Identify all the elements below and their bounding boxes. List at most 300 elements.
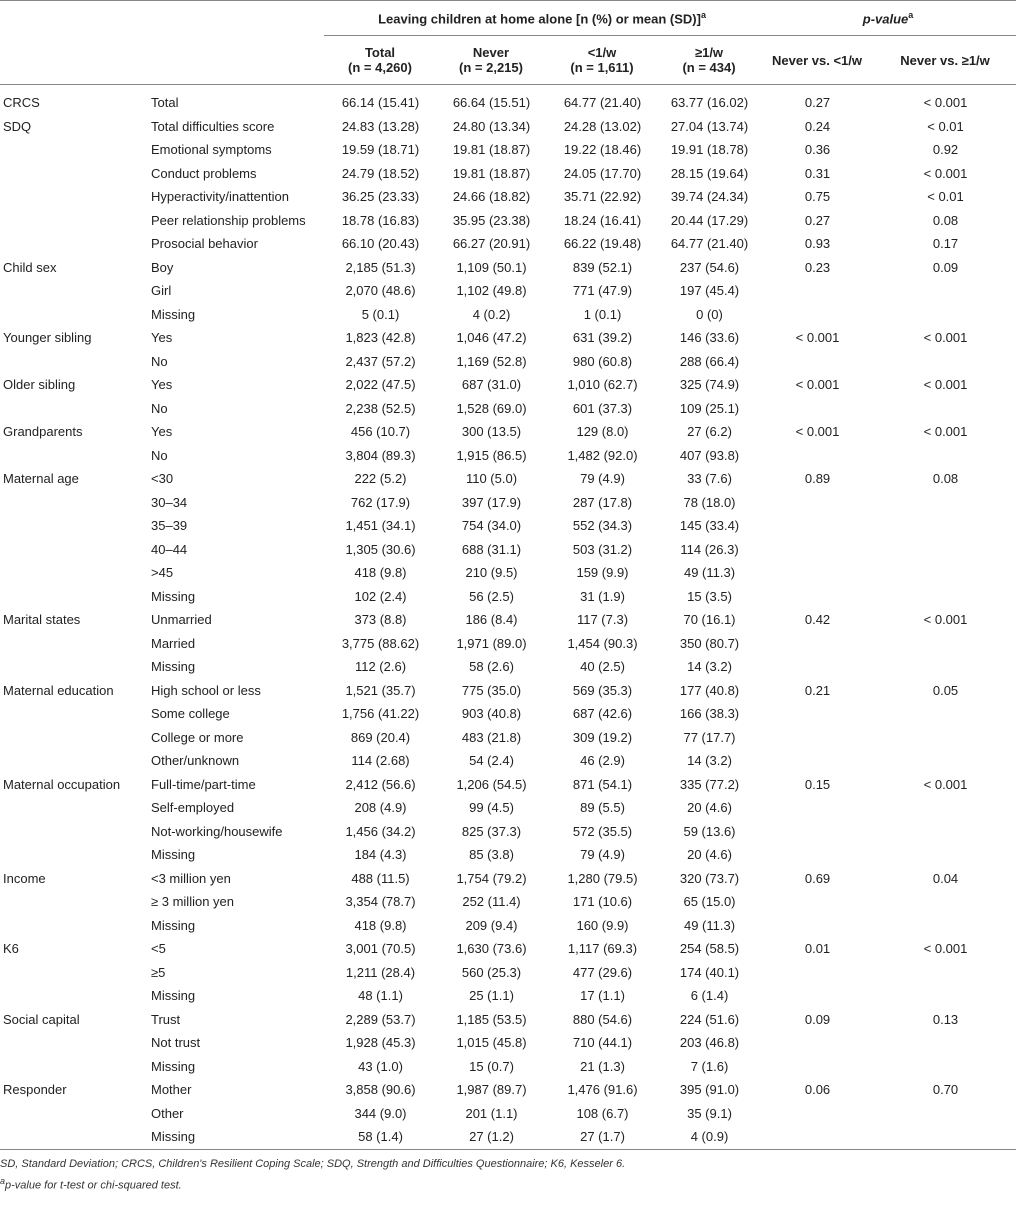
- row-variable: [0, 961, 148, 985]
- cell-never: 903 (40.8): [461, 706, 522, 722]
- row-variable: Maternal age: [3, 471, 79, 487]
- cell-total: 114 (2.68): [351, 753, 410, 769]
- cell-pvalue-ge1w: 0.09: [932, 259, 959, 275]
- cell-pvalue-lt1w: 0.24: [804, 118, 831, 134]
- cell-pvalue-ge1w: [874, 1055, 1016, 1079]
- cell-pvalue-ge1w: [874, 303, 1016, 327]
- cell-pvalue-ge1w: [874, 1031, 1016, 1055]
- column-header-total: Total (n = 4,260): [348, 45, 412, 75]
- cell-pvalue-lt1w: 0.23: [804, 259, 831, 275]
- cell-never: 775 (35.0): [461, 682, 522, 698]
- cell-ge1w: 14 (3.2): [687, 659, 732, 675]
- cell-ge1w: 59 (13.6): [683, 823, 736, 839]
- table-row: [0, 162, 1016, 186]
- cell-never: 209 (9.4): [465, 917, 518, 933]
- cell-never: 1,206 (54.5): [456, 776, 527, 792]
- cell-lt1w: 477 (29.6): [572, 964, 633, 980]
- cell-total: 762 (17.9): [350, 494, 411, 510]
- cell-total: 3,354 (78.7): [345, 894, 416, 910]
- cell-lt1w: 18.24 (16.41): [563, 212, 642, 228]
- cell-lt1w: 160 (9.9): [576, 917, 629, 933]
- cell-pvalue-lt1w: < 0.001: [795, 377, 840, 393]
- row-variable: [0, 444, 148, 468]
- cell-ge1w: 0 (0): [696, 306, 723, 322]
- row-category: 30–34: [151, 494, 188, 510]
- cell-pvalue-ge1w: [874, 632, 1016, 656]
- cell-lt1w: 1,454 (90.3): [567, 635, 638, 651]
- cell-pvalue-ge1w: 0.17: [932, 236, 959, 252]
- row-category: Self-employed: [151, 800, 235, 816]
- cell-total: 418 (9.8): [354, 565, 407, 581]
- cell-pvalue-ge1w: [874, 585, 1016, 609]
- cell-total: 24.79 (18.52): [341, 165, 420, 181]
- row-variable: Maternal occupation: [3, 776, 121, 792]
- cell-total: 24.83 (13.28): [341, 118, 420, 134]
- row-category: Missing: [151, 1058, 196, 1074]
- cell-ge1w: 14 (3.2): [687, 753, 732, 769]
- cell-pvalue-ge1w: [874, 961, 1016, 985]
- cell-total: 2,412 (56.6): [345, 776, 416, 792]
- table-row: [0, 373, 1016, 397]
- cell-pvalue-lt1w: [760, 561, 874, 585]
- table-row: [0, 85, 1016, 115]
- cell-pvalue-ge1w: 0.08: [932, 212, 959, 228]
- row-category: Unmarried: [151, 612, 212, 628]
- cell-pvalue-lt1w: 0.27: [804, 212, 831, 228]
- cell-never: 1,915 (86.5): [456, 447, 527, 463]
- cell-pvalue-lt1w: [760, 1125, 874, 1149]
- cell-never: 54 (2.4): [469, 753, 514, 769]
- cell-lt1w: 171 (10.6): [572, 894, 633, 910]
- cell-pvalue-ge1w: [874, 796, 1016, 820]
- cell-lt1w: 1,476 (91.6): [567, 1082, 638, 1098]
- footnote-abbreviations: SD, Standard Deviation; CRCS, Children's Resilient Coping Scale; SDQ, Strength and Difficulties Questionnaire; K6, Kesseler 6.: [0, 1157, 626, 1170]
- row-category: Missing: [151, 306, 196, 322]
- cell-never: 560 (25.3): [461, 964, 522, 980]
- cell-ge1w: 20 (4.6): [687, 800, 732, 816]
- row-category: 35–39: [151, 518, 188, 534]
- cell-pvalue-lt1w: [760, 984, 874, 1008]
- cell-pvalue-lt1w: 0.42: [804, 612, 831, 628]
- row-category: No: [151, 447, 168, 463]
- cell-total: 488 (11.5): [351, 870, 410, 886]
- cell-ge1w: 237 (54.6): [679, 259, 740, 275]
- row-variable: Grandparents: [3, 424, 83, 440]
- cell-total: 3,001 (70.5): [345, 941, 416, 957]
- cell-total: 3,804 (89.3): [345, 447, 416, 463]
- cell-never: 252 (11.4): [462, 894, 521, 910]
- table-row: [0, 303, 1016, 327]
- cell-never: 1,169 (52.8): [456, 353, 527, 369]
- cell-ge1w: 27 (6.2): [687, 424, 732, 440]
- row-category: Missing: [148, 1125, 324, 1149]
- table-row: [0, 561, 1016, 585]
- cell-ge1w: 28.15 (19.64): [670, 165, 749, 181]
- row-category: 40–44: [151, 541, 188, 557]
- row-category: ≥ 3 million yen: [151, 894, 235, 910]
- row-category: Not trust: [151, 1035, 201, 1051]
- cell-pvalue-lt1w: [760, 749, 874, 773]
- cell-never: 19.81 (18.87): [452, 165, 531, 181]
- row-variable: [0, 1055, 148, 1079]
- cell-lt1w: 17 (1.1): [580, 988, 625, 1004]
- cell-never: 99 (4.5): [469, 800, 514, 816]
- cell-pvalue-ge1w: 0.04: [932, 870, 959, 886]
- cell-never: 186 (8.4): [465, 612, 518, 628]
- cell-pvalue-lt1w: [760, 491, 874, 515]
- group-title-sup: a: [700, 9, 706, 20]
- row-category: No: [151, 353, 168, 369]
- cell-pvalue-ge1w: [874, 444, 1016, 468]
- cell-lt1w: 108 (6.7): [576, 1105, 629, 1121]
- table-row: [0, 937, 1016, 961]
- cell-never: 15 (0.7): [469, 1058, 514, 1074]
- row-variable: [0, 1102, 148, 1126]
- row-variable: [0, 279, 148, 303]
- cell-pvalue-lt1w: 0.06: [804, 1082, 831, 1098]
- cell-ge1w: 203 (46.8): [679, 1035, 740, 1051]
- cell-never: 1,185 (53.5): [456, 1011, 527, 1027]
- row-variable: Marital states: [3, 612, 81, 628]
- cell-never: 27 (1.2): [436, 1125, 546, 1149]
- cell-pvalue-lt1w: [760, 890, 874, 914]
- cell-total: 102 (2.4): [354, 588, 407, 604]
- cell-ge1w: 35 (9.1): [687, 1105, 732, 1121]
- cell-pvalue-lt1w: [760, 397, 874, 421]
- cell-pvalue-lt1w: 0.89: [804, 471, 831, 487]
- row-variable: [0, 514, 148, 538]
- row-category: <30: [151, 471, 174, 487]
- row-variable: [0, 538, 148, 562]
- cell-pvalue-lt1w: 0.93: [804, 236, 831, 252]
- cell-ge1w: 4 (0.9): [658, 1125, 760, 1149]
- row-variable: [0, 843, 148, 867]
- row-variable: Responder: [3, 1082, 67, 1098]
- cell-pvalue-ge1w: < 0.001: [923, 165, 968, 181]
- cell-pvalue-ge1w: [874, 1102, 1016, 1126]
- cell-never: 25 (1.1): [469, 988, 514, 1004]
- cell-pvalue-lt1w: 0.69: [804, 870, 831, 886]
- cell-pvalue-ge1w: [874, 1125, 1016, 1149]
- row-variable: [0, 1031, 148, 1055]
- cell-pvalue-ge1w: 0.05: [932, 682, 959, 698]
- table-row: [0, 655, 1016, 679]
- table-row: [0, 350, 1016, 374]
- cell-pvalue-ge1w: < 0.01: [927, 189, 964, 205]
- cell-never: 4 (0.2): [472, 306, 511, 322]
- cell-pvalue-lt1w: [760, 702, 874, 726]
- cell-ge1w: 325 (74.9): [679, 377, 740, 393]
- cell-pvalue-lt1w: 0.21: [804, 682, 831, 698]
- table-row: [0, 1055, 1016, 1079]
- cell-pvalue-lt1w: [760, 1031, 874, 1055]
- cell-ge1w: 49 (11.3): [683, 917, 736, 933]
- cell-total: 184 (4.3): [354, 847, 407, 863]
- table-row: [0, 279, 1016, 303]
- footnote-pvalue: $^a$p-value for t-test or chi-squared test.: [0, 1175, 182, 1192]
- cell-pvalue-ge1w: [874, 491, 1016, 515]
- cell-pvalue-ge1w: [874, 655, 1016, 679]
- cell-lt1w: 1,280 (79.5): [567, 870, 638, 886]
- cell-pvalue-ge1w: [874, 914, 1016, 938]
- cell-lt1w: 27 (1.7): [546, 1125, 658, 1149]
- row-variable: [0, 632, 148, 656]
- cell-ge1w: 7 (1.6): [690, 1058, 729, 1074]
- cell-never: 1,971 (89.0): [456, 635, 527, 651]
- cell-pvalue-ge1w: < 0.001: [923, 776, 968, 792]
- table-row: [0, 820, 1016, 844]
- cell-pvalue-lt1w: [760, 961, 874, 985]
- row-category: No: [151, 400, 168, 416]
- cell-ge1w: 395 (91.0): [679, 1082, 740, 1098]
- cell-never: 397 (17.9): [461, 494, 522, 510]
- cell-pvalue-ge1w: [874, 561, 1016, 585]
- cell-lt1w: 19.22 (18.46): [563, 142, 642, 158]
- cell-never: 1,015 (45.8): [456, 1035, 527, 1051]
- cell-total: 2,437 (57.2): [345, 353, 416, 369]
- cell-never: 201 (1.1): [465, 1105, 518, 1121]
- cell-ge1w: 407 (93.8): [679, 447, 740, 463]
- row-category: Married: [151, 635, 196, 651]
- cell-ge1w: 20.44 (17.29): [670, 212, 749, 228]
- row-variable: [0, 984, 148, 1008]
- cell-total: 373 (8.8): [354, 612, 407, 628]
- cell-never: 1,987 (89.7): [456, 1082, 527, 1098]
- cell-total: 418 (9.8): [354, 917, 407, 933]
- row-variable: [0, 702, 148, 726]
- row-category: ≥5: [151, 964, 166, 980]
- cell-ge1w: 6 (1.4): [690, 988, 729, 1004]
- cell-total: 112 (2.6): [354, 659, 407, 675]
- table-row: [0, 115, 1016, 139]
- cell-total: 344 (9.0): [354, 1105, 407, 1121]
- cell-total: 19.59 (18.71): [341, 142, 420, 158]
- cell-pvalue-ge1w: 0.92: [932, 142, 959, 158]
- cell-pvalue-lt1w: 0.09: [804, 1011, 831, 1027]
- column-header-lt1w: <1/w (n = 1,611): [570, 45, 634, 75]
- row-category: Missing: [151, 988, 196, 1004]
- pvalue-title-sup: a: [908, 9, 914, 20]
- cell-total: 1,451 (34.1): [345, 518, 416, 534]
- cell-never: 687 (31.0): [461, 377, 522, 393]
- cell-lt1w: 980 (60.8): [572, 353, 633, 369]
- table-row: [0, 326, 1016, 350]
- cell-lt1w: 309 (19.2): [572, 729, 633, 745]
- cell-total: 1,456 (34.2): [345, 823, 416, 839]
- cell-ge1w: 350 (80.7): [679, 635, 740, 651]
- row-variable: [0, 820, 148, 844]
- table-row: [0, 1078, 1016, 1102]
- cell-never: 110 (5.0): [465, 471, 518, 487]
- cell-total: 1,928 (45.3): [345, 1035, 416, 1051]
- table-row: [0, 702, 1016, 726]
- cell-ge1w: 114 (26.3): [680, 541, 739, 557]
- cell-pvalue-lt1w: [760, 796, 874, 820]
- table-row: [0, 796, 1016, 820]
- row-variable: [0, 914, 148, 938]
- row-category: High school or less: [151, 682, 261, 698]
- cell-ge1w: 288 (66.4): [679, 353, 740, 369]
- cell-pvalue-ge1w: [874, 749, 1016, 773]
- table-row: [0, 232, 1016, 256]
- cell-pvalue-lt1w: [760, 1102, 874, 1126]
- row-variable: [0, 585, 148, 609]
- cell-never: 56 (2.5): [469, 588, 514, 604]
- row-category: >45: [151, 565, 174, 581]
- cell-pvalue-lt1w: [760, 350, 874, 374]
- cell-never: 1,528 (69.0): [456, 400, 527, 416]
- cell-ge1w: 49 (11.3): [683, 565, 736, 581]
- cell-never: 754 (34.0): [461, 518, 522, 534]
- cell-pvalue-lt1w: [760, 514, 874, 538]
- footnotes: [0, 1150, 1016, 1195]
- row-category: Mother: [151, 1082, 192, 1098]
- cell-total: 2,289 (53.7): [345, 1011, 416, 1027]
- cell-ge1w: 70 (16.1): [683, 612, 736, 628]
- table-row: [0, 1031, 1016, 1055]
- column-header-never: Never (n = 2,215): [459, 45, 523, 75]
- cell-ge1w: 65 (15.0): [683, 894, 736, 910]
- table-row: [0, 491, 1016, 515]
- table-row: [0, 444, 1016, 468]
- row-category: Prosocial behavior: [151, 236, 258, 252]
- table-row: [0, 420, 1016, 444]
- cell-lt1w: 35.71 (22.92): [563, 189, 642, 205]
- row-variable: Income: [3, 870, 46, 886]
- cell-pvalue-ge1w: [874, 538, 1016, 562]
- cell-ge1w: 224 (51.6): [679, 1011, 740, 1027]
- cell-ge1w: 27.04 (13.74): [670, 118, 749, 134]
- cell-total: 43 (1.0): [358, 1058, 403, 1074]
- cell-lt1w: 839 (52.1): [572, 259, 633, 275]
- table-row: [0, 467, 1016, 491]
- row-category: Trust: [151, 1011, 181, 1027]
- cell-never: 1,102 (49.8): [456, 283, 527, 299]
- row-variable: Younger sibling: [3, 330, 92, 346]
- cell-total: 1,211 (28.4): [345, 964, 416, 980]
- cell-pvalue-ge1w: < 0.001: [923, 612, 968, 628]
- row-category: Not-working/housewife: [151, 823, 283, 839]
- cell-pvalue-ge1w: [874, 514, 1016, 538]
- row-variable: [0, 209, 148, 233]
- cell-pvalue-lt1w: [760, 303, 874, 327]
- cell-pvalue-ge1w: [874, 984, 1016, 1008]
- row-variable: K6: [3, 941, 19, 957]
- cell-total: 1,756 (41.22): [341, 706, 420, 722]
- cell-never: 825 (37.3): [461, 823, 522, 839]
- cell-ge1w: 39.74 (24.34): [670, 189, 749, 205]
- cell-pvalue-ge1w: < 0.001: [923, 95, 968, 111]
- cell-pvalue-ge1w: 0.08: [932, 471, 959, 487]
- row-variable: [0, 749, 148, 773]
- table-row: [0, 514, 1016, 538]
- pvalue-header: [760, 1, 1016, 36]
- cell-pvalue-lt1w: [760, 538, 874, 562]
- cell-pvalue-ge1w: < 0.01: [927, 118, 964, 134]
- row-category: Missing: [151, 659, 196, 675]
- cell-ge1w: 146 (33.6): [679, 330, 740, 346]
- row-category: Peer relationship problems: [151, 212, 306, 228]
- cell-pvalue-lt1w: [760, 843, 874, 867]
- row-category: Emotional symptoms: [151, 142, 272, 158]
- row-variable: CRCS: [3, 95, 40, 111]
- cell-lt1w: 79 (4.9): [580, 847, 625, 863]
- cell-pvalue-lt1w: 0.01: [804, 941, 831, 957]
- row-category: Missing: [151, 917, 196, 933]
- cell-lt1w: 1,010 (62.7): [567, 377, 638, 393]
- cell-lt1w: 31 (1.9): [580, 588, 625, 604]
- cell-pvalue-lt1w: [760, 1055, 874, 1079]
- cell-total: 36.25 (23.33): [341, 189, 420, 205]
- cell-lt1w: 21 (1.3): [580, 1058, 625, 1074]
- cell-pvalue-lt1w: 0.75: [804, 189, 831, 205]
- row-variable: Child sex: [3, 259, 57, 275]
- cell-ge1w: 197 (45.4): [679, 283, 740, 299]
- cell-lt1w: 24.28 (13.02): [563, 118, 642, 134]
- row-variable: [0, 397, 148, 421]
- row-category: Some college: [151, 706, 230, 722]
- cell-pvalue-ge1w: 0.70: [932, 1082, 959, 1098]
- row-variable: Older sibling: [3, 377, 76, 393]
- cell-pvalue-ge1w: [874, 890, 1016, 914]
- cell-pvalue-ge1w: [874, 726, 1016, 750]
- cell-pvalue-lt1w: [760, 279, 874, 303]
- cell-never: 1,046 (47.2): [456, 330, 527, 346]
- table-row: [0, 538, 1016, 562]
- cell-lt1w: 880 (54.6): [572, 1011, 633, 1027]
- cell-lt1w: 771 (47.9): [572, 283, 633, 299]
- cell-total: 5 (0.1): [361, 306, 400, 322]
- cell-pvalue-lt1w: [760, 585, 874, 609]
- cell-total: 3,775 (88.62): [341, 635, 420, 651]
- cell-never: 1,109 (50.1): [456, 259, 527, 275]
- row-variable: [0, 350, 148, 374]
- cell-ge1w: 33 (7.6): [687, 471, 732, 487]
- cell-ge1w: 335 (77.2): [679, 776, 740, 792]
- cell-lt1w: 159 (9.9): [576, 565, 629, 581]
- cell-lt1w: 710 (44.1): [572, 1035, 633, 1051]
- cell-never: 1,630 (73.6): [456, 941, 527, 957]
- cell-pvalue-lt1w: 0.27: [804, 95, 831, 111]
- cell-never: 66.64 (15.51): [452, 95, 531, 111]
- row-category: Yes: [151, 424, 173, 440]
- cell-never: 688 (31.1): [461, 541, 522, 557]
- row-variable: [0, 1125, 148, 1149]
- cell-never: 24.66 (18.82): [452, 189, 531, 205]
- cell-total: 456 (10.7): [350, 424, 411, 440]
- cell-lt1w: 40 (2.5): [580, 659, 625, 675]
- cell-pvalue-lt1w: 0.36: [804, 142, 831, 158]
- cell-ge1w: 77 (17.7): [683, 729, 736, 745]
- cell-pvalue-ge1w: < 0.001: [923, 330, 968, 346]
- cell-never: 35.95 (23.38): [452, 212, 531, 228]
- cell-lt1w: 64.77 (21.40): [563, 95, 642, 111]
- table-row: [0, 867, 1016, 891]
- cell-ge1w: 254 (58.5): [679, 941, 740, 957]
- cell-never: 58 (2.6): [469, 659, 514, 675]
- cell-total: 869 (20.4): [350, 729, 411, 745]
- row-category: Full-time/part-time: [151, 776, 256, 792]
- row-category: Total difficulties score: [151, 118, 275, 134]
- pvalue-title: p-value: [862, 11, 909, 27]
- row-category: Total: [151, 95, 179, 111]
- cell-ge1w: 166 (38.3): [679, 706, 740, 722]
- cell-ge1w: 63.77 (16.02): [670, 95, 749, 111]
- cell-total: 66.14 (15.41): [341, 95, 420, 111]
- table-row: [0, 749, 1016, 773]
- column-header-ge1w: ≥1/w (n = 434): [682, 45, 736, 75]
- cell-pvalue-lt1w: 0.15: [804, 776, 831, 792]
